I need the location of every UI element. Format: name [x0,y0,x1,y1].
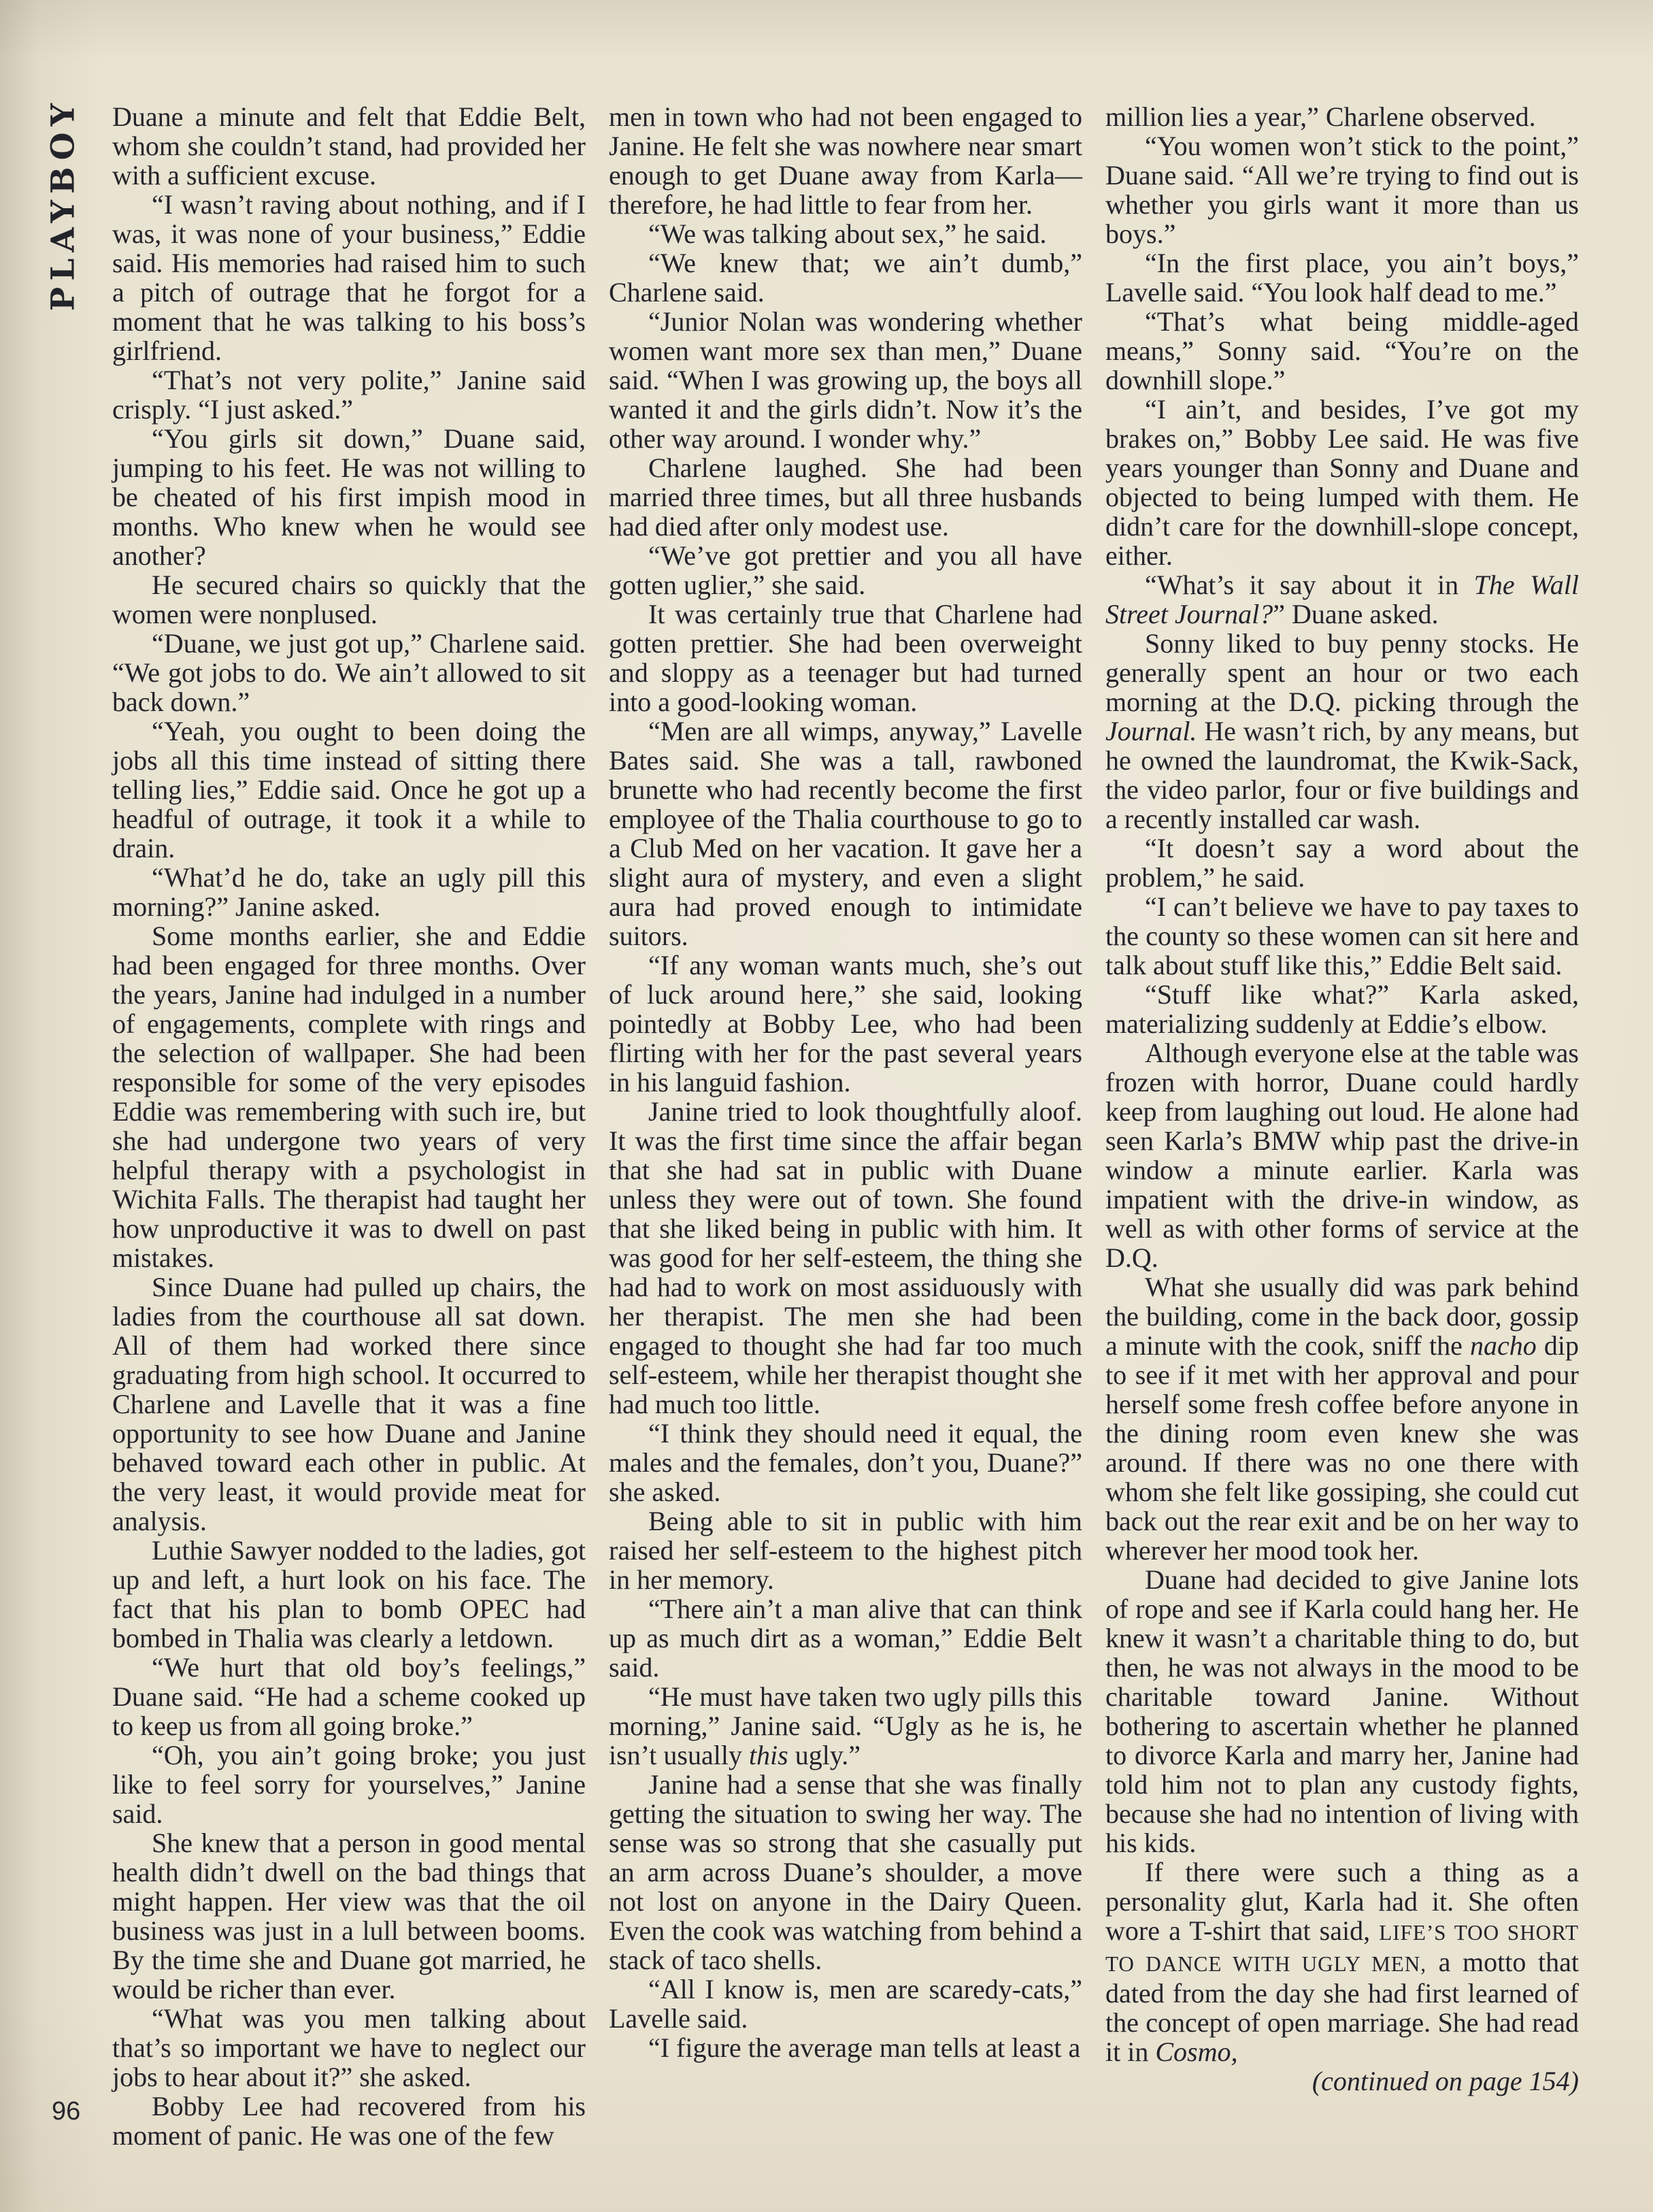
paragraph: Duane a minute and felt that Eddie Belt, whom she couldn’t stand, had provided her with a sufficient excuse. [112,101,586,191]
paragraph: “What’s it say about it in The Wall Street Journal?” Duane asked. [1105,569,1580,629]
paragraph: “You women won’t stick to the point,” Duane said. “All we’re trying to find out is whether you girls want it more than us boys.” [1105,131,1579,249]
paragraph: “That’s not very polite,” Janine said crisply. “I just asked.” [112,365,586,425]
paragraph: Being able to sit in public with him raised her self-esteem to the highest pitch in her memory. [609,1506,1082,1595]
paragraph: “Oh, you ain’t going broke; you just like to feel sorry for yourselves,” Janine said. [112,1740,586,1829]
paragraph: Some months earlier, she and Eddie had been engaged for three months. Over the years, Janine had indulged in a number of engagements, complete with rings and the selection of wallpaper. She had been responsible for some of the very episodes Eddie was remembering with such ire, but she had undergone two years of very helpful therapy with a psychologist in Wichita Falls. The therapist had taught her how unproductive it was to dwell on past mistakes. [112,921,586,1273]
paragraph: “Duane, we just got up,” Charlene said. “We got jobs to do. We ain’t allowed to sit back down.” [112,628,586,717]
paragraph: Bobby Lee had recovered from his moment of panic. He was one of the few [112,2091,586,2151]
paragraph: If there were such a thing as a personality glut, Karla had it. She often wore a T-shirt that said, LIFE’S TOO SHORT TO DANCE WITH UGLY MEN, a motto that dated from the day she had first learned of the concept of open marriage. She had read it in Cosmo, [1105,1857,1580,2067]
paragraph: “I figure the average man tells at least a [648,2032,1081,2063]
paragraph: Duane had decided to give Janine lots of rope and see if Karla could hang her. He knew it wasn’t a charitable thing to do, but then, he was not always in the mood to be charitable toward Janine. Without bothering to ascertain whether he planned to divorce Karla and marry her, Janine had told him not to plan any custody fights, because she had no intention of living with his kids. [1105,1564,1579,1858]
paragraph: Since Duane had pulled up chairs, the ladies from the courthouse all sat down. All of them had worked there since graduating from high school. It occurred to Charlene and Lavelle that it was a fine opportunity to see how Duane and Janine behaved toward each other in public. At the very least, it would provide meat for analysis. [112,1272,586,1536]
paragraph: Janine tried to look thoughtfully aloof. It was the first time since the affair began that she had sat in public with Duane unless they were out of town. She found that she liked being in public with him. It was good for her self-esteem, the thing she had had to work on most assiduously with her therapist. The men she had been engaged to thought she had far too much self-esteem, while her therapist thought she had much too little. [609,1096,1082,1419]
paragraph: “Men are all wimps, anyway,” Lavelle Bates said. She was a tall, rawboned brunette who had recently become the first employee of the Thalia courthouse to go to a Club Med on her vacation. It gave her a slight aura of mystery, and even a slight aura had proved enough to intimidate suitors. [609,716,1082,951]
article-columns [112,102,1579,2150]
paragraph: “What was you men talking about that’s so important we have to neglect our jobs to hear about it?” she asked. [112,2003,586,2092]
text-column-2 [609,102,1082,2150]
paragraph: Luthie Sawyer nodded to the ladies, got up and left, a hurt look on his face. The fact that his plan to bomb OPEC had bombed in Thalia was clearly a letdown. [112,1535,586,1653]
continued-note: (continued on page 154) [1312,2066,1579,2096]
text-column-1 [112,102,586,2150]
paragraph: He secured chairs so quickly that the women were nonplused. [112,569,586,629]
paragraph: She knew that a person in good mental health didn’t dwell on the bad things that might happen. Her view was that the oil business was just in a lull between booms. By the time she and Duane got married, he would be richer than ever. [112,1828,586,2004]
paragraph: “We knew that; we ain’t dumb,” Charlene said. [609,248,1082,308]
paragraph: “What’d he do, take an ugly pill this morning?” Janine asked. [112,862,586,922]
paragraph: “We’ve got prettier and you all have gotten uglier,” she said. [609,540,1082,600]
paragraph: “You girls sit down,” Duane said, jumping to his feet. He was not willing to be cheated of his first impish mood in months. Who knew when he would see another? [112,423,586,571]
paragraph: Charlene laughed. She had been married three times, but all three husbands had died after only modest use. [609,452,1082,542]
paragraph: “Stuff like what?” Karla asked, materializing suddenly at Eddie’s elbow. [1105,979,1579,1039]
paragraph: “I think they should need it equal, the males and the females, don’t you, Duane?” she asked. [609,1418,1082,1507]
paragraph: “There ain’t a man alive that can think up as much dirt as a woman,” Eddie Belt said. [609,1594,1082,1683]
paragraph: “That’s what being middle-aged means,” Sonny said. “You’re on the downhill slope.” [1105,306,1579,395]
paragraph: It was certainly true that Charlene had gotten prettier. She had been overweight and sloppy as a teenager but had turned into a good-looking woman. [609,599,1082,717]
paragraph: “We was talking about sex,” he said. [648,218,1047,249]
paragraph: “He must have taken two ugly pills this morning,” Janine said. “Ugly as he is, he isn’t usually this ugly.” [609,1681,1082,1770]
paragraph: men in town who had not been engaged to Janine. He felt she was nowhere near smart enough to get Duane away from Karla—therefore, he had little to fear from her. [609,101,1082,220]
tshirt-motto-smallcaps: LIFE’S TOO SHORT TO DANCE WITH UGLY MEN, [1105,1921,1579,1976]
paragraph: “I wasn’t raving about nothing, and if I was, it was none of your business,” Eddie said. His memories had raised him to such a pitch of outrage that he forgot for a moment that he was talking to his boss’s girlfriend. [112,189,586,366]
paragraph: “We hurt that old boy’s feelings,” Duane said. “He had a scheme cooked up to keep us from all going broke.” [112,1652,586,1741]
paragraph: “I can’t believe we have to pay taxes to the county so these women can sit here and talk about stuff like this,” Eddie Belt said. [1105,891,1579,980]
paragraph: “If any woman wants much, she’s out of luck around here,” she said, looking pointedly at Bobby Lee, who had been flirting with her for the past several years in his languid fashion. [609,950,1082,1097]
paragraph: “It doesn’t say a word about the problem,” he said. [1105,833,1579,893]
paragraph: Sonny liked to buy penny stocks. He generally spent an hour or two each morning at the D.Q. picking through the Journal. He wasn’t rich, by any means, but he owned the laundromat, the Kwik-Sack, the video parlor, four or five buildings and a recently installed car wash. [1105,628,1579,834]
paragraph: million lies a year,” Charlene observed. [1105,101,1536,132]
playboy-spine-logo: PLAYBOY [44,97,82,312]
paragraph: “In the first place, you ain’t boys,” Lavelle said. “You look half dead to me.” [1105,248,1579,308]
paragraph: Although everyone else at the table was frozen with horror, Duane could hardly keep from laughing out loud. He alone had seen Karla’s BMW whip past the drive-in window a minute earlier. Karla was impatient with the drive-in window, as well as with other forms of service at the D.Q. [1105,1038,1579,1273]
paragraph: “All I know is, men are scaredy-cats,” Lavelle said. [609,1974,1082,2034]
paragraph: What she usually did was park behind the building, come in the back door, gossip a minute with the cook, sniff the nacho dip to see if it met with her approval and pour herself some fresh coffee before anyone in the dining room even knew she was around. If there was no one there with whom she felt like gossiping, she could cut back out the rear exit and be on her way to wherever her mood took her. [1105,1272,1579,1566]
paragraph: “I ain’t, and besides, I’ve got my brakes on,” Bobby Lee said. He was five years younger than Sonny and Duane and objected to being lumped with them. He didn’t care for the downhill-slope concept, either. [1105,394,1579,571]
paragraph: “Yeah, you ought to been doing the jobs all this time instead of sitting there telling lies,” Eddie said. Once he got up a headful of outrage, it took it a while to drain. [112,716,586,863]
text-column-3 [1105,102,1579,2150]
paragraph: “Junior Nolan was wondering whether women want more sex than men,” Duane said. “When I was growing up, the boys all wanted it and the girls didn’t. Now it’s the other way around. I wonder why.” [609,306,1082,454]
paragraph: Janine had a sense that she was finally getting the situation to swing her way. The sense was so strong that she casually put an arm across Duane’s shoulder, a move not lost on anyone in the Dairy Queen. Even the cook was watching from behind a stack of taco shells. [609,1769,1082,1975]
page-number: 96 [52,2097,81,2126]
